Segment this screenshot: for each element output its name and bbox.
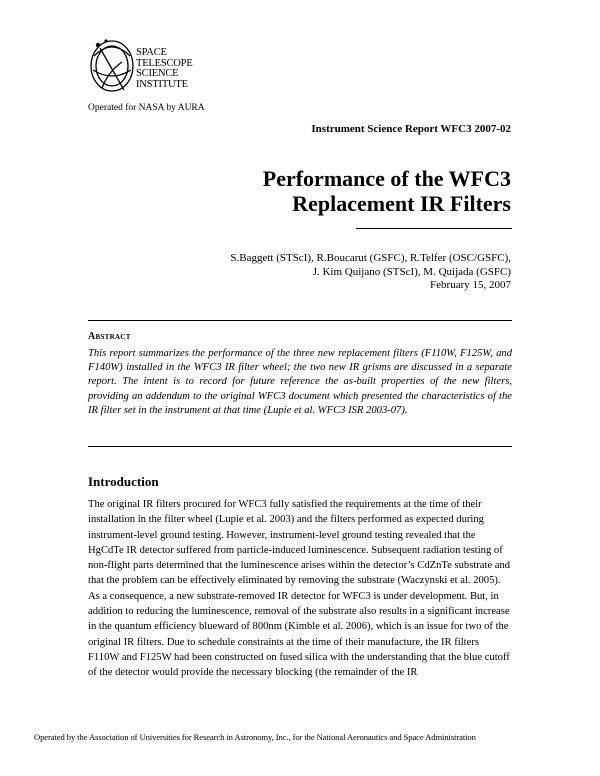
title-divider xyxy=(356,228,512,229)
author-line: S.Baggett (STScI), R.Boucarut (GSFC), R.Telfer (OSC/GSFC), xyxy=(230,252,511,264)
abstract-heading: Abstract xyxy=(88,331,131,342)
report-id: Instrument Science Report WFC3 2007-02 xyxy=(311,123,511,135)
abstract-text: This report summarizes the performance of the three new replacement filters (F110W, F125W, and F140W) installed in the WFC3 IR filter wheel; the two new IR grisms are discussed in a separate report. The intent is to record for future reference the as-built properties of the new filters, providing an addendum to the original WFC3 document which presented the characteristics of the IR filter set in the instrument at that time (Lupie et al. WFC3 ISR 2003-07). xyxy=(88,348,512,416)
stsci-logo xyxy=(88,32,208,110)
logo-line: TELESCOPE xyxy=(136,57,193,69)
author-line: J. Kim Quijano (STScI), M. Quijada (GSFC) xyxy=(312,265,511,278)
introduction-heading: Introduction xyxy=(88,474,159,489)
introduction-body xyxy=(88,497,512,681)
title-line: Performance of the WFC3 xyxy=(262,166,511,191)
publication-date: February 15, 2007 xyxy=(430,279,511,291)
logo-line: SPACE xyxy=(136,47,167,58)
page-footer: Operated by the Association of Universities for Research in Astronomy, Inc., for the National Aeronautics and Space Administration xyxy=(34,732,476,742)
title-line: Replacement IR Filters xyxy=(292,191,511,216)
authors-block xyxy=(230,252,511,293)
operated-for-text: Operated for NASA by AURA xyxy=(88,103,205,113)
logo-line: INSTITUTE xyxy=(136,78,188,90)
abstract-bottom-rule xyxy=(88,446,512,447)
page-title xyxy=(263,166,511,216)
introduction-paragraph: The original IR filters procured for WFC3 fully satisfied the requirements at the time of their installation in the filter wheel (Lupie et al. 2003) and the filters performed as expected during instrument-level ground testing. However, instrument-level ground testing revealed that the HgCdTe IR detector suffered from particle-induced luminescence. Subsequent radiation testing of non-flight parts determined that the luminescence arises within the detector’s CdZnTe substrate and that the problem can be effectively eliminated by removing the substrate (Waczynski et al. 2005). As a consequence, a new substrate-removed IR detector for WFC3 is under development. But, in addition to reducing the luminescence, removal of the substrate also results in a significant increase in the quantum efficiency blueward of 800nm (Kimble et al. 2006), which is an issue for two of the original IR filters. Due to schedule constraints at the time of their manufacture, the IR filters F110W and F125W had been constructed on fused silica with the understanding that the blue cutoff of the detector would provide the necessary blocking (the remainder of the IR xyxy=(88,499,511,679)
abstract-top-rule xyxy=(88,320,512,321)
logo-line: SCIENCE xyxy=(136,68,179,79)
